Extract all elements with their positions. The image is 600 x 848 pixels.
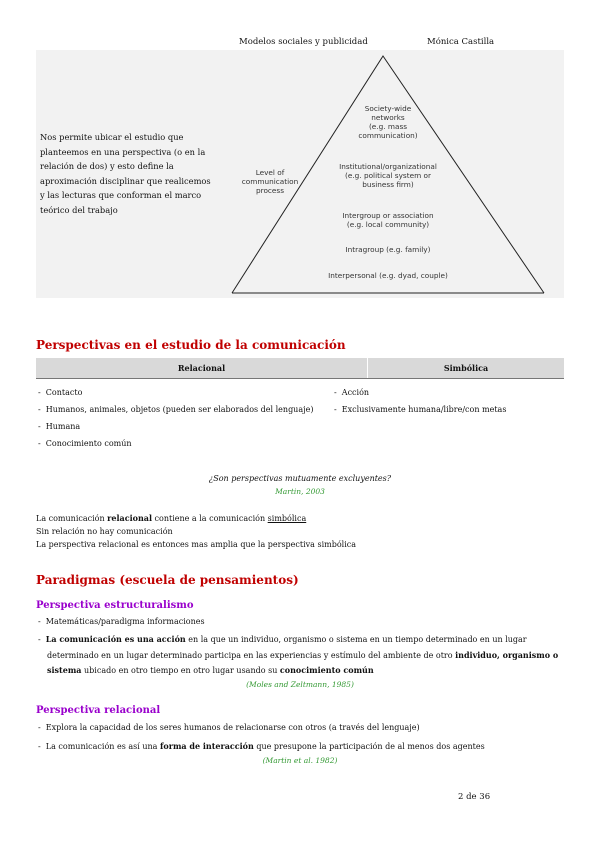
- relacional-list: [38, 384, 338, 452]
- perspectives-table-header: [36, 358, 564, 378]
- list-item: - Humanos, animales, objetos (pueden ser elaborados del lenguaje): [38, 405, 314, 414]
- relation-paragraph: [36, 512, 564, 551]
- pyramid-level-society: Society-wide networks (e.g. mass communication): [358, 104, 418, 140]
- simbolica-list: [334, 384, 562, 418]
- col-simbolica: Simbólica: [443, 363, 489, 373]
- subsection-estructuralismo: Perspectiva estructuralismo: [36, 600, 194, 611]
- document-author: Mónica Castilla: [427, 37, 495, 47]
- moles-citation: (Moles and Zeltmann, 1985): [246, 680, 354, 689]
- list-item: - La comunicación es así una forma de interacción que presupone la participación de al menos dos agentes: [38, 741, 485, 751]
- subsection-relacional: Perspectiva relacional: [36, 705, 161, 716]
- broader-line: La perspectiva relacional es entonces mas amplia que la perspectiva simbólica: [36, 540, 357, 549]
- list-item: - Humana: [38, 422, 81, 431]
- intro-text: Nos permite ubicar el estudio que planteemos en una perspectiva (o en la relación de dos) y esto define la aproximación disciplinar que realicemos y las lecturas que conforman el marco teórico del trabajo: [40, 132, 211, 215]
- list-item-continuation: sistema ubicado en otro tiempo en otro lugar usando su conocimiento común: [47, 665, 374, 675]
- list-item: - Contacto: [38, 388, 83, 397]
- pyramid-side-label: Level of communication process: [241, 168, 299, 195]
- question-citation: Martin, 2003: [275, 487, 325, 496]
- section-perspectivas-title: Perspectivas en el estudio de la comunicación: [36, 338, 346, 352]
- list-item: - Explora la capacidad de los seres humanos de relacionarse con otros (a través del lenguaje): [38, 723, 420, 732]
- list-item: - Acción: [334, 388, 370, 397]
- pyramid-level-institutional: Institutional/organizational (e.g. political system or business firm): [339, 162, 437, 189]
- communication-pyramid: [214, 50, 564, 298]
- pyramid-level-intergroup: Intergroup or association (e.g. local community): [342, 211, 434, 229]
- section-paradigmas-title: Paradigmas (escuela de pensamientos): [36, 573, 299, 587]
- col-relacional: Relacional: [177, 363, 226, 373]
- table-rule: [36, 378, 564, 379]
- list-item-continuation: determinado en un lugar determinado participa en las experiencias y estímulo del ambiente de otro individuo, organismo o: [47, 650, 559, 660]
- document-title: Modelos sociales y publicidad: [239, 37, 368, 47]
- martin-citation: (Martin et al. 1982): [262, 756, 338, 765]
- pyramid-level-intragroup: Intragroup (e.g. family): [345, 245, 431, 254]
- list-item: - La comunicación es una acción en la que un individuo, organismo o sistema en un tiempo determinado en un lugar: [38, 634, 527, 644]
- exclusive-question: ¿Son perspectivas mutuamente excluyentes?: [208, 474, 392, 483]
- no-relation-line: Sin relación no hay comunicación: [36, 527, 173, 536]
- pyramid-level-interpersonal: Interpersonal (e.g. dyad, couple): [328, 271, 448, 280]
- list-item: - Matemáticas/paradigma informaciones: [38, 617, 205, 626]
- list-item: - Exclusivamente humana/libre/con metas: [334, 405, 507, 414]
- page-number: 2 de 36: [458, 792, 491, 802]
- list-item: - Conocimiento común: [38, 439, 132, 448]
- contains-line: La comunicación relacional contiene a la comunicación simbólica: [36, 513, 307, 523]
